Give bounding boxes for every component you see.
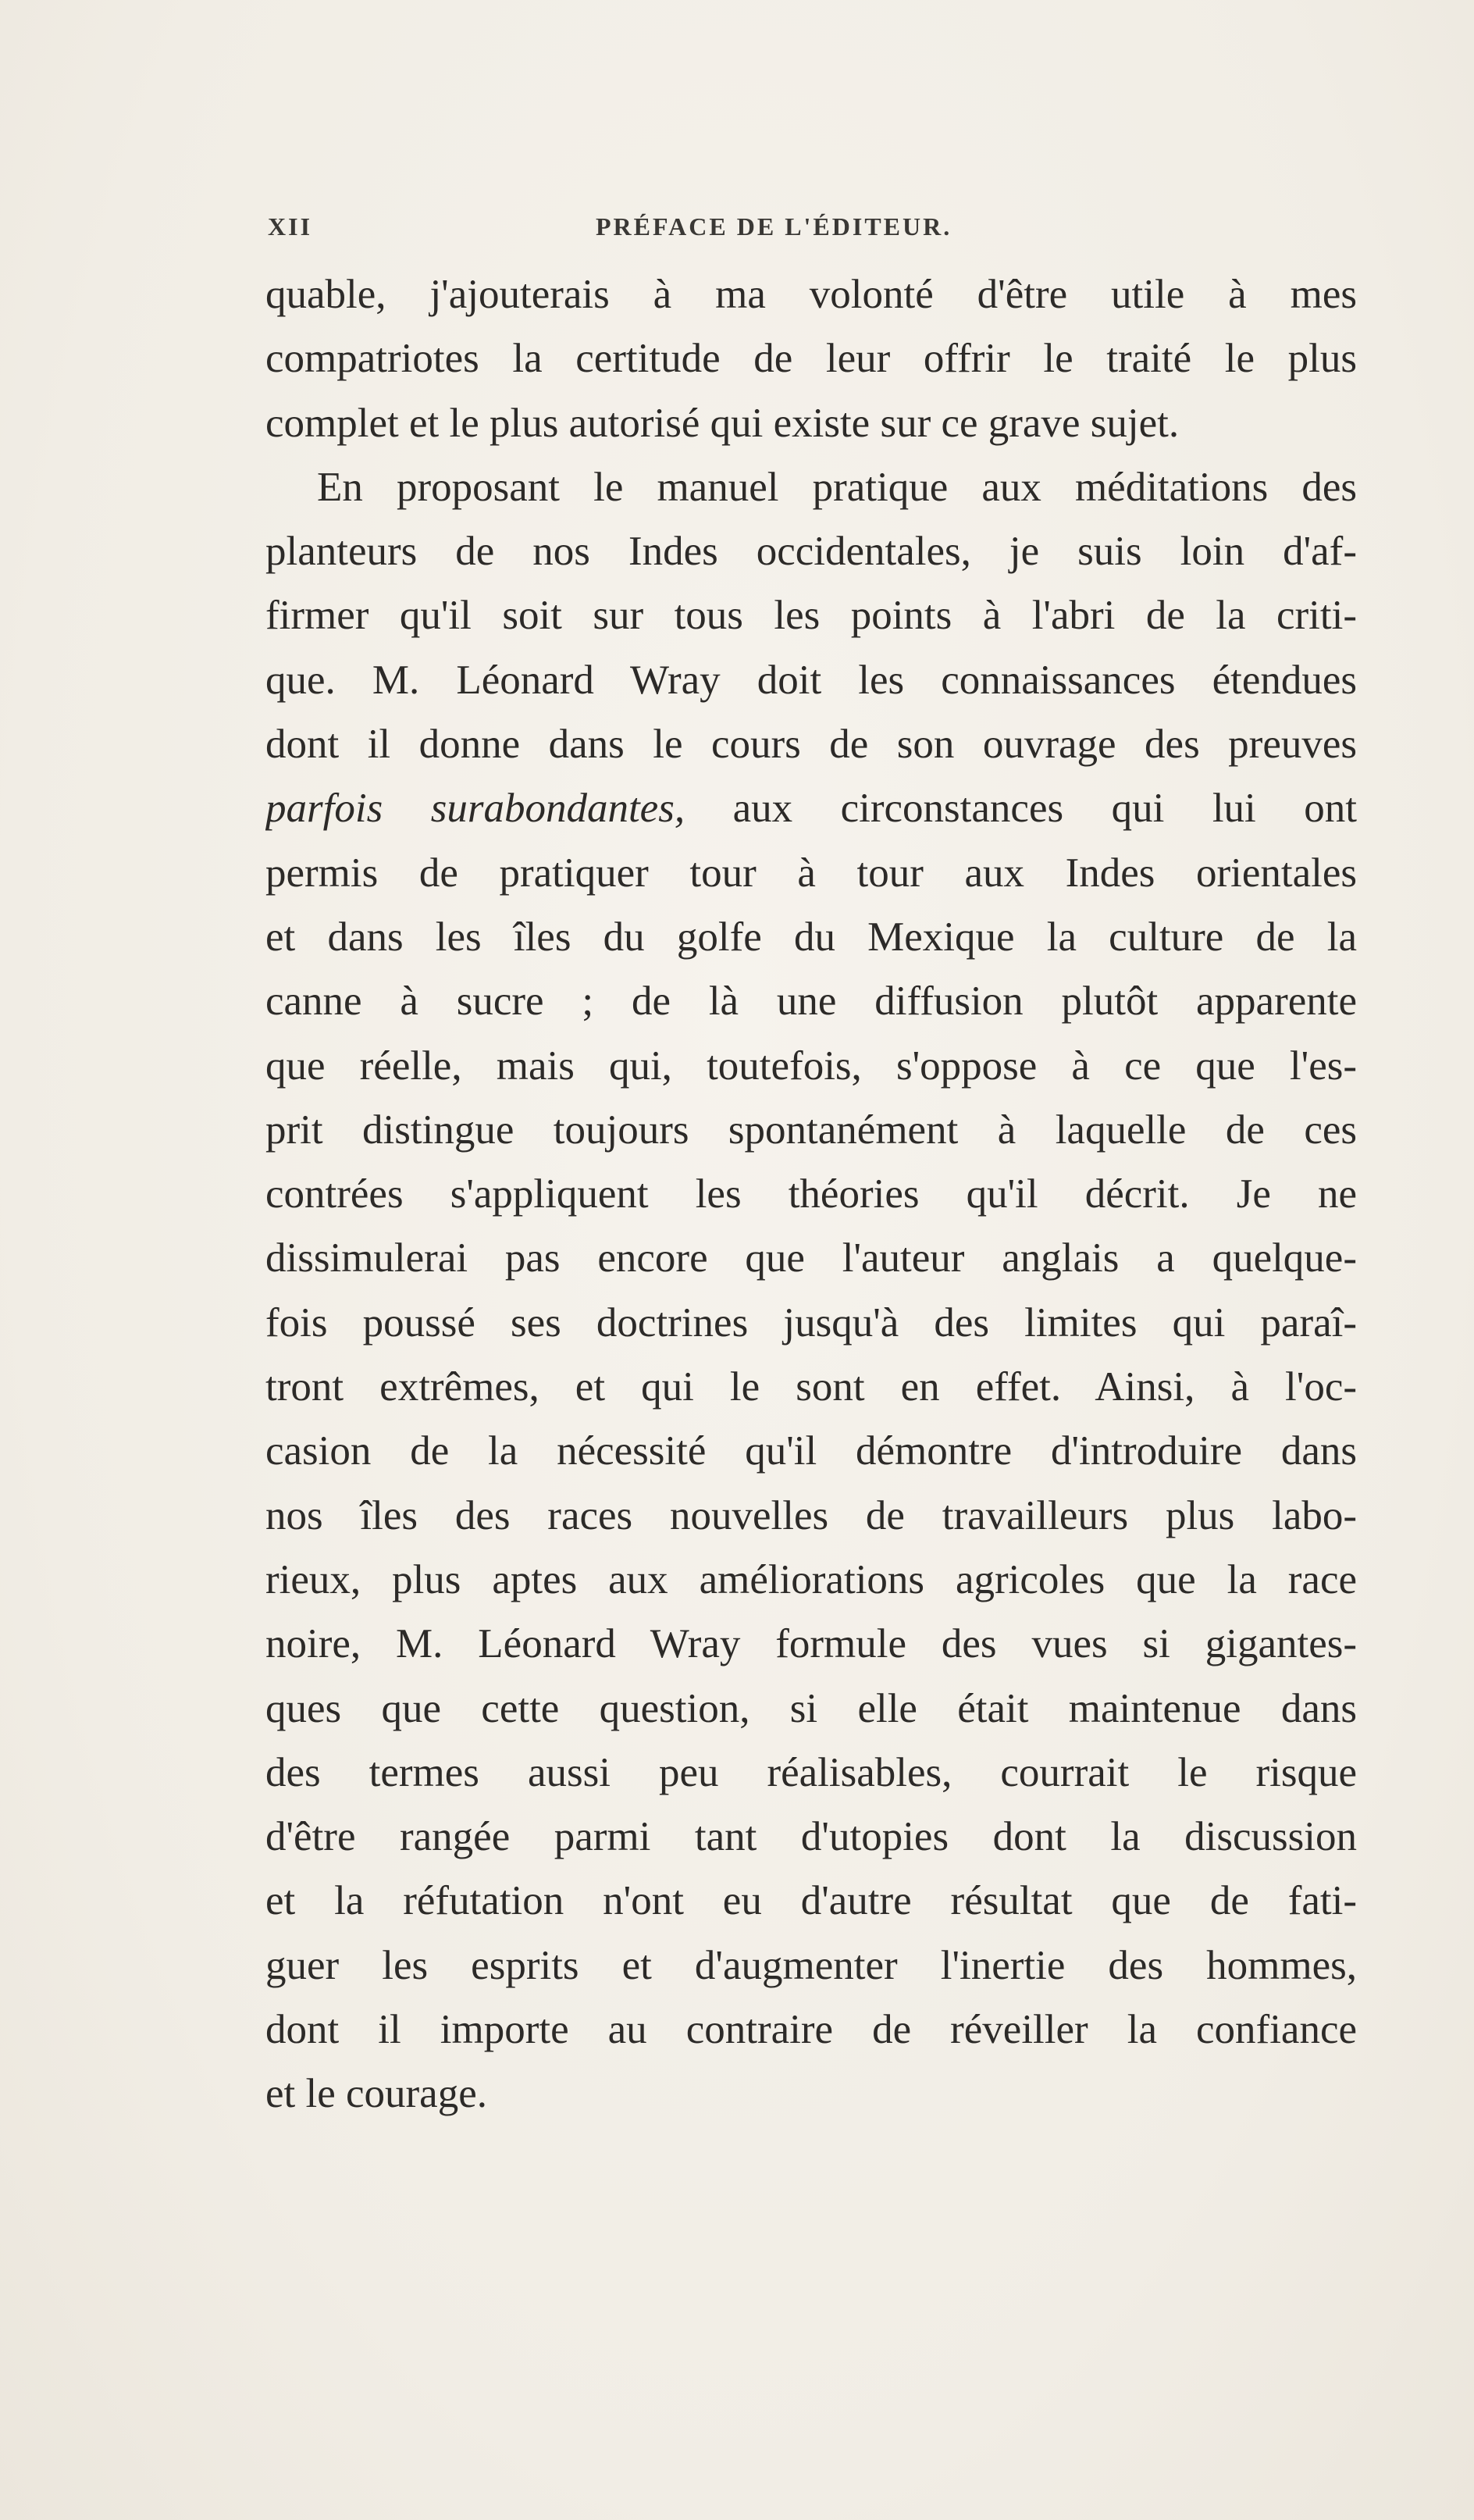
text-line — [265, 326, 1357, 390]
text-line — [265, 391, 1357, 455]
text-line — [265, 1098, 1357, 1162]
line-text: aux circonstances qui lui ont — [685, 786, 1357, 832]
line-text: canne à sucre ; de là une diffusion plutôt apparente — [265, 978, 1357, 1025]
line-text: guer les esprits et d'augmenter l'inertie des hommes, — [265, 1942, 1357, 1988]
text-line — [265, 455, 1357, 519]
text-line — [265, 969, 1357, 1033]
line-text: d'être rangée parmi tant d'utopies dont la discussion — [265, 1814, 1357, 1860]
line-text: permis de pratiquer tour à tour aux Indes orientales — [265, 850, 1357, 896]
text-line — [265, 1741, 1357, 1805]
text-line — [265, 1805, 1357, 1869]
line-text: des termes aussi peu réalisables, courrait le risque — [265, 1749, 1357, 1795]
text-line — [265, 1484, 1357, 1548]
text-line — [265, 1226, 1357, 1290]
line-text: fois poussé ses doctrines jusqu'à des limites qui paraî- — [265, 1299, 1357, 1346]
text-line — [265, 1677, 1357, 1741]
text-line — [265, 1998, 1357, 2062]
line-text: dont il importe au contraire de réveiller la confiance — [265, 2007, 1357, 2053]
text-line — [265, 2062, 1357, 2126]
text-line — [265, 583, 1357, 647]
running-title: PRÉFACE DE L'ÉDITEUR. — [596, 212, 952, 241]
running-head — [268, 212, 1353, 251]
line-text: que. M. Léonard Wray doit les connaissances étendues — [265, 657, 1357, 703]
text-line — [265, 1162, 1357, 1226]
line-text: quable, j'ajouterais à ma volonté d'être utile à mes — [265, 272, 1357, 317]
line-text: contrées s'appliquent les théories qu'il décrit. Je ne — [265, 1171, 1357, 1217]
page-number: XII — [268, 212, 313, 241]
text-line — [265, 905, 1357, 969]
line-text: et la réfutation n'ont eu d'autre résultat que de fati- — [265, 1878, 1357, 1924]
line-text: dont il donne dans le cours de son ouvrage des preuves — [265, 722, 1357, 768]
text-line — [265, 776, 1357, 840]
text-line — [265, 841, 1357, 905]
line-text: En proposant le manuel pratique aux méditations des — [317, 464, 1357, 510]
line-text: compatriotes la certitude de leur offrir le traité le plus — [265, 336, 1357, 382]
text-line — [265, 648, 1357, 712]
line-text: firmer qu'il soit sur tous les points à l'abri de la criti- — [265, 593, 1357, 639]
body-text — [265, 262, 1357, 2126]
italic-phrase: parfois surabondantes, — [265, 786, 685, 832]
line-text: complet et le plus autorisé qui existe sur ce grave sujet. — [265, 400, 1180, 446]
text-line — [265, 1612, 1357, 1676]
text-line — [265, 262, 1357, 326]
line-text: rieux, plus aptes aux améliorations agricoles que la race — [265, 1556, 1357, 1602]
text-line — [265, 1419, 1357, 1483]
text-line — [265, 1034, 1357, 1098]
text-line — [265, 1934, 1357, 1998]
line-text: prit distingue toujours spontanément à laquelle de ces — [265, 1107, 1357, 1153]
text-line — [265, 712, 1357, 776]
line-text: que réelle, mais qui, toutefois, s'oppose à ce que l'es- — [265, 1043, 1357, 1089]
line-text: ques que cette question, si elle était maintenue dans — [265, 1685, 1357, 1731]
line-text: noire, M. Léonard Wray formule des vues si gigantes- — [265, 1621, 1357, 1667]
line-text: nos îles des races nouvelles de travailleurs plus labo- — [265, 1492, 1357, 1538]
line-text: et le courage. — [265, 2071, 487, 2117]
line-text: dissimulerai pas encore que l'auteur anglais a quelque- — [265, 1235, 1357, 1281]
text-line — [265, 1291, 1357, 1355]
line-text: et dans les îles du golfe du Mexique la culture de la — [265, 914, 1357, 960]
line-text: casion de la nécessité qu'il démontre d'introduire dans — [265, 1428, 1357, 1474]
text-line — [265, 519, 1357, 583]
line-text: planteurs de nos Indes occidentales, je suis loin d'af- — [265, 529, 1357, 575]
text-line — [265, 1548, 1357, 1612]
line-text: tront extrêmes, et qui le sont en effet. Ainsi, à l'oc- — [265, 1364, 1357, 1410]
text-line — [265, 1869, 1357, 1933]
text-line — [265, 1355, 1357, 1419]
